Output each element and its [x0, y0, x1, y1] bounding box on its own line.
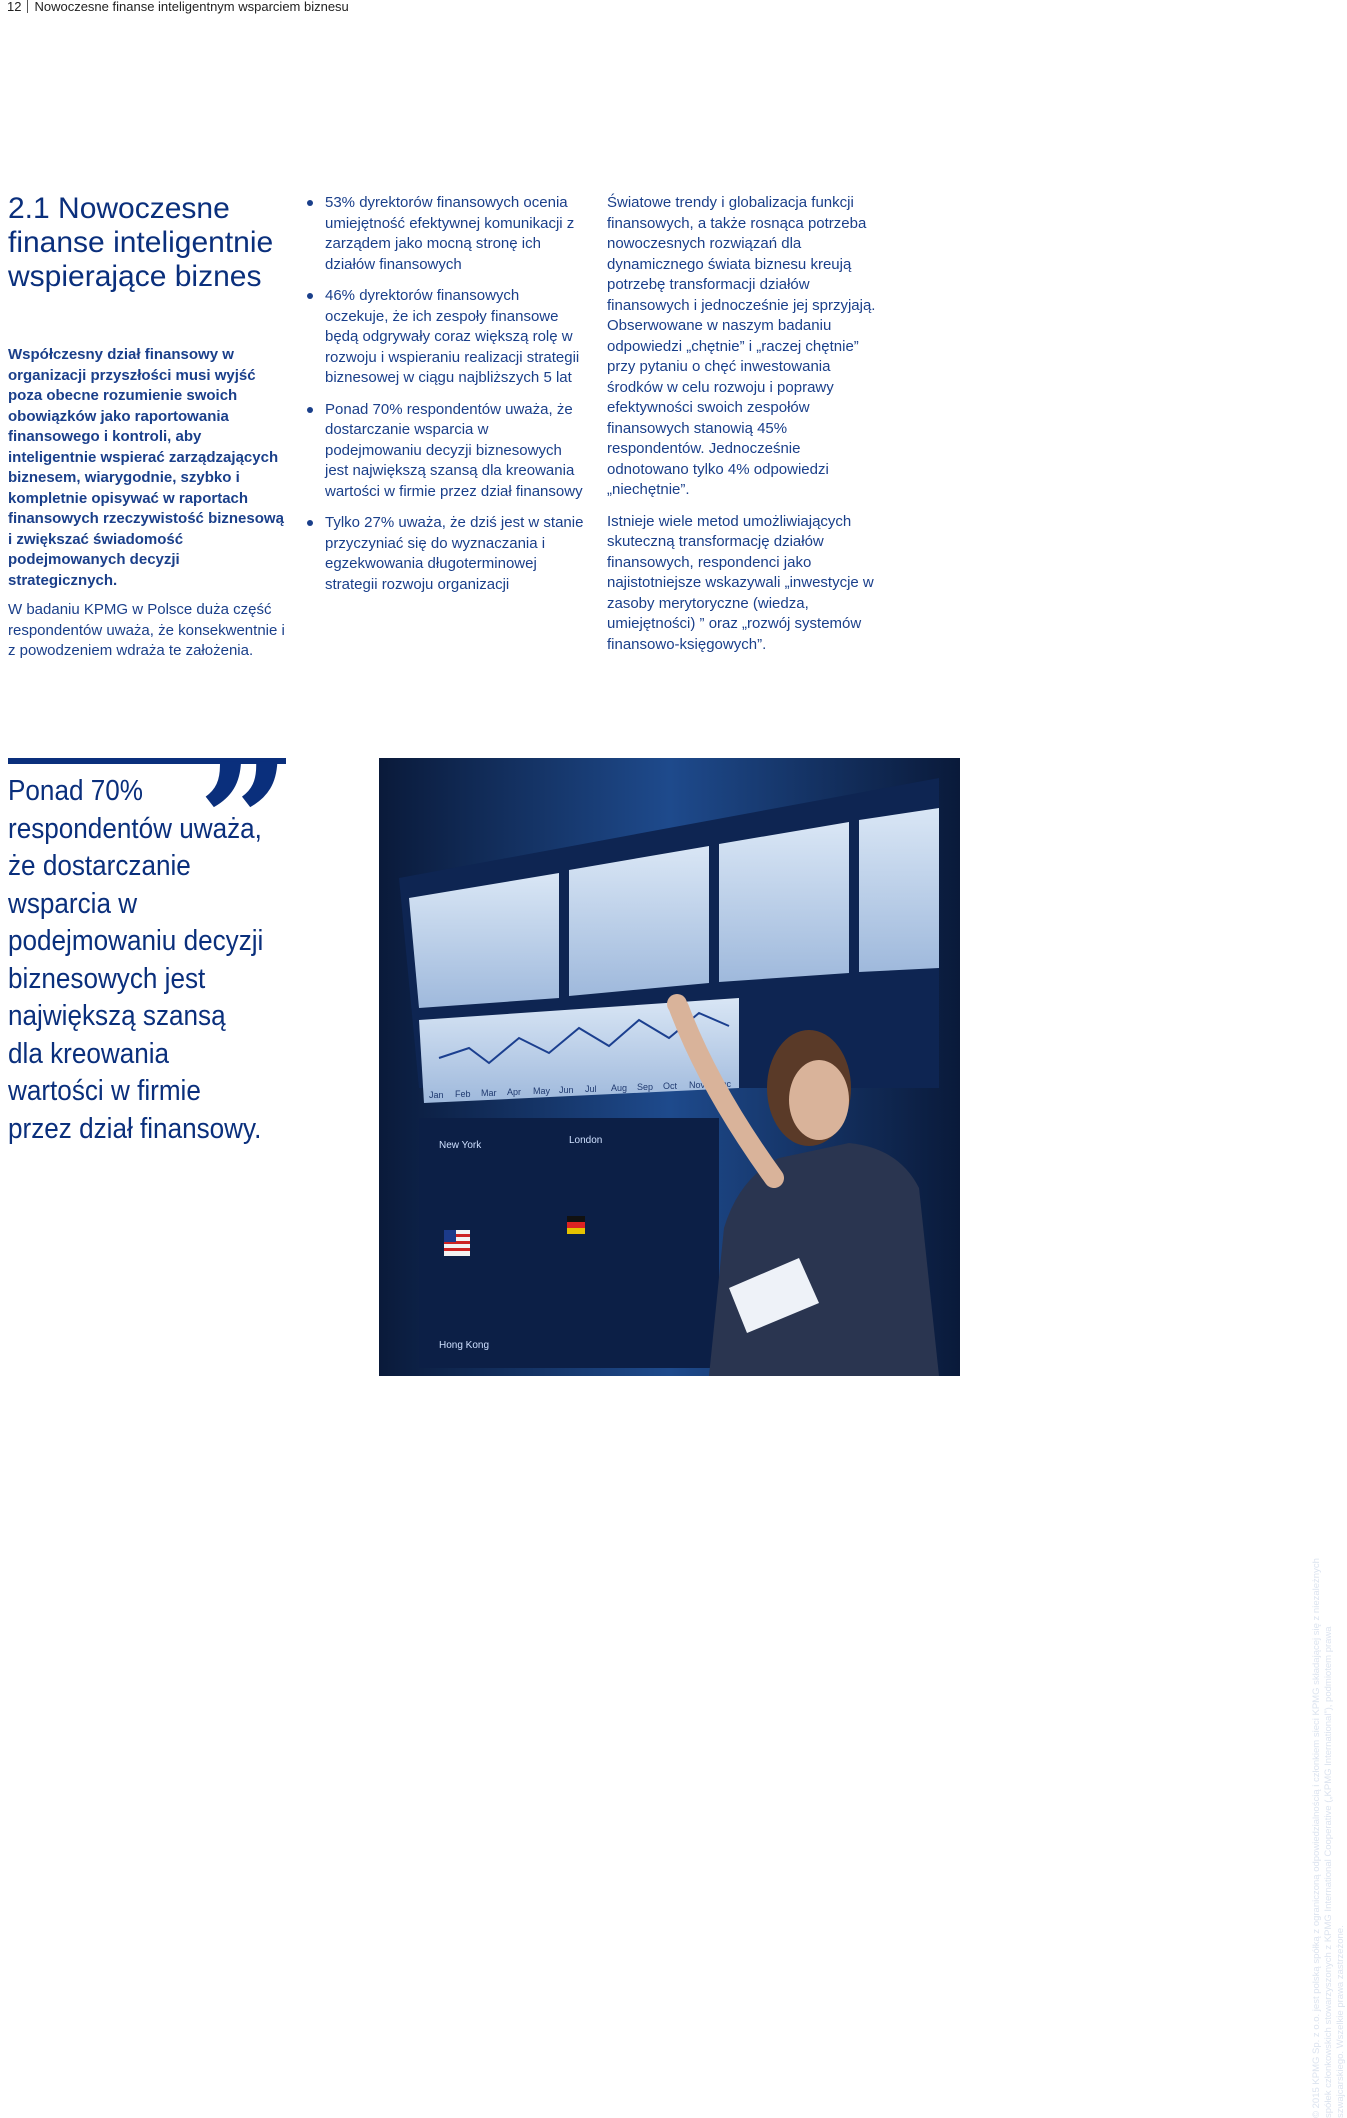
- bullet-icon: [307, 293, 313, 299]
- month-label: Feb: [455, 1089, 471, 1099]
- page-number: 12: [7, 0, 22, 14]
- pull-quote: Ponad 70% respondentów uważa, że dostarczanie wsparcia w podejmowaniu decyzji biznesowych jest największą szansą dla kreowania wartości w firmie przez dział finansowy.: [8, 775, 264, 1145]
- photo-illustration: [379, 758, 960, 1376]
- trading-room-photo: [379, 758, 1346, 2118]
- bullet-icon: [307, 407, 313, 413]
- section-title: 2.1 Nowoczesne finanse inteligentnie wspierające biznes: [8, 192, 274, 293]
- month-label: Oct: [663, 1081, 678, 1091]
- running-title: Nowoczesne finanse inteligentnym wsparciem biznesu: [34, 0, 349, 14]
- trends-paragraph: Światowe trendy i globalizacja funkcji finansowych, a także rosnąca potrzeba nowoczesnych rozwiązań dla dynamicznego świata biznesu kreują potrzebę transformacji działów finansowych i jednocześnie jej sprzyjają. Obserwowane w naszym badaniu odpowiedzi „chętnie” i „raczej chętnie” przy pytaniu o chęć inwestowania środków w celu rozwoju i poprawy efektywności swoich zespołów finansowych stanowią 45% respondentów. Jednocześnie odnotowano tylko 4% odpowiedzi „niechętnie”.: [607, 194, 876, 498]
- lead-paragraph: Współczesny dział finansowy w organizacji przyszłości musi wyjść poza obecne rozumienie swoich obowiązków jako raportowania finansowego i kontroli, aby inteligentnie wspierać zarządzających biznesem, wiarygodnie, szybko i kompletnie opisywać w raportach finansowych rzeczywistość biznesową i zwiększać świadomość podejmowanych decyzji strategicznych.: [8, 346, 284, 589]
- list-item: [305, 193, 585, 275]
- month-label: Jul: [585, 1084, 597, 1094]
- month-label: Mar: [481, 1088, 497, 1098]
- trends-column: [607, 193, 879, 666]
- list-item-text: 53% dyrektorów finansowych ocenia umiejętność efektywnej komunikacji z zarządem jako mocną stronę ich działów finansowych: [325, 194, 575, 273]
- month-label: Aug: [611, 1083, 628, 1093]
- month-label: Jan: [429, 1090, 444, 1100]
- list-item-text: Ponad 70% respondentów uważa, że dostarczanie wsparcia w podejmowaniu decyzji biznesowych jest największą szansą dla kreowania wartości w firmie przez dział finansowy: [325, 400, 583, 500]
- list-item-text: 46% dyrektorów finansowych oczekuje, że ich zespoły finansowe będą odgrywały coraz większą rolę w rozwoju i wspieraniu realizacji strategii biznesowej w ciągu najbliższych 5 lat: [325, 287, 580, 386]
- findings-list: [305, 193, 585, 606]
- germany-flag-icon: [567, 1216, 585, 1234]
- month-label: Apr: [507, 1087, 522, 1097]
- list-item: [305, 400, 585, 503]
- month-label: Sep: [637, 1082, 654, 1092]
- screen-panel: [719, 822, 849, 982]
- list-item: [305, 513, 585, 595]
- month-label: Nov: [689, 1080, 706, 1090]
- bullet-icon: [307, 520, 313, 526]
- list-item: [305, 286, 585, 389]
- city-label: London: [569, 1135, 603, 1146]
- screen-panel: [569, 846, 709, 996]
- header-divider: [27, 0, 28, 13]
- page-header: [7, 0, 349, 14]
- month-label: Jun: [559, 1085, 574, 1095]
- city-label: Hong Kong: [439, 1340, 490, 1351]
- usa-flag-icon: [444, 1230, 470, 1256]
- city-label: New York: [439, 1140, 482, 1151]
- month-label: Dec: [715, 1079, 732, 1089]
- survey-paragraph: W badaniu KPMG w Polsce duża część respondentów uważa, że konsekwentnie i z powodzeniem wdraża te założenia.: [8, 601, 285, 659]
- bullet-icon: [307, 200, 313, 206]
- quotation-marks-icon: ”: [198, 728, 277, 916]
- copyright-notice: © 2015 KPMG Sp. z o.o. jest polską spółką z ograniczoną odpowiedzialnością i członkiem sieci KPMG składającej się z niezależnych spółek członkowskich stowarzyszonych z KPMG International Cooperative („KPMG International”), podmiotem prawa szwajcarskiego. Wszelkie prawa zastrzeżone.: [1311, 1558, 1346, 2118]
- month-label: May: [533, 1086, 551, 1096]
- screen-panel: [859, 808, 939, 972]
- list-item-text: Tylko 27% uważa, że dziś jest w stanie przyczyniać się do wyznaczania i egzekwowania długoterminowej strategii rozwoju organizacji: [325, 514, 584, 593]
- methods-paragraph: Istnieje wiele metod umożliwiających skuteczną transformację działów finansowych, respondenci jako najistotniejsze wskazywali „inwestycje w zasoby merytoryczne (wiedza, umiejętności) ” oraz „rozwój systemów finansowo-księgowych”.: [607, 512, 874, 653]
